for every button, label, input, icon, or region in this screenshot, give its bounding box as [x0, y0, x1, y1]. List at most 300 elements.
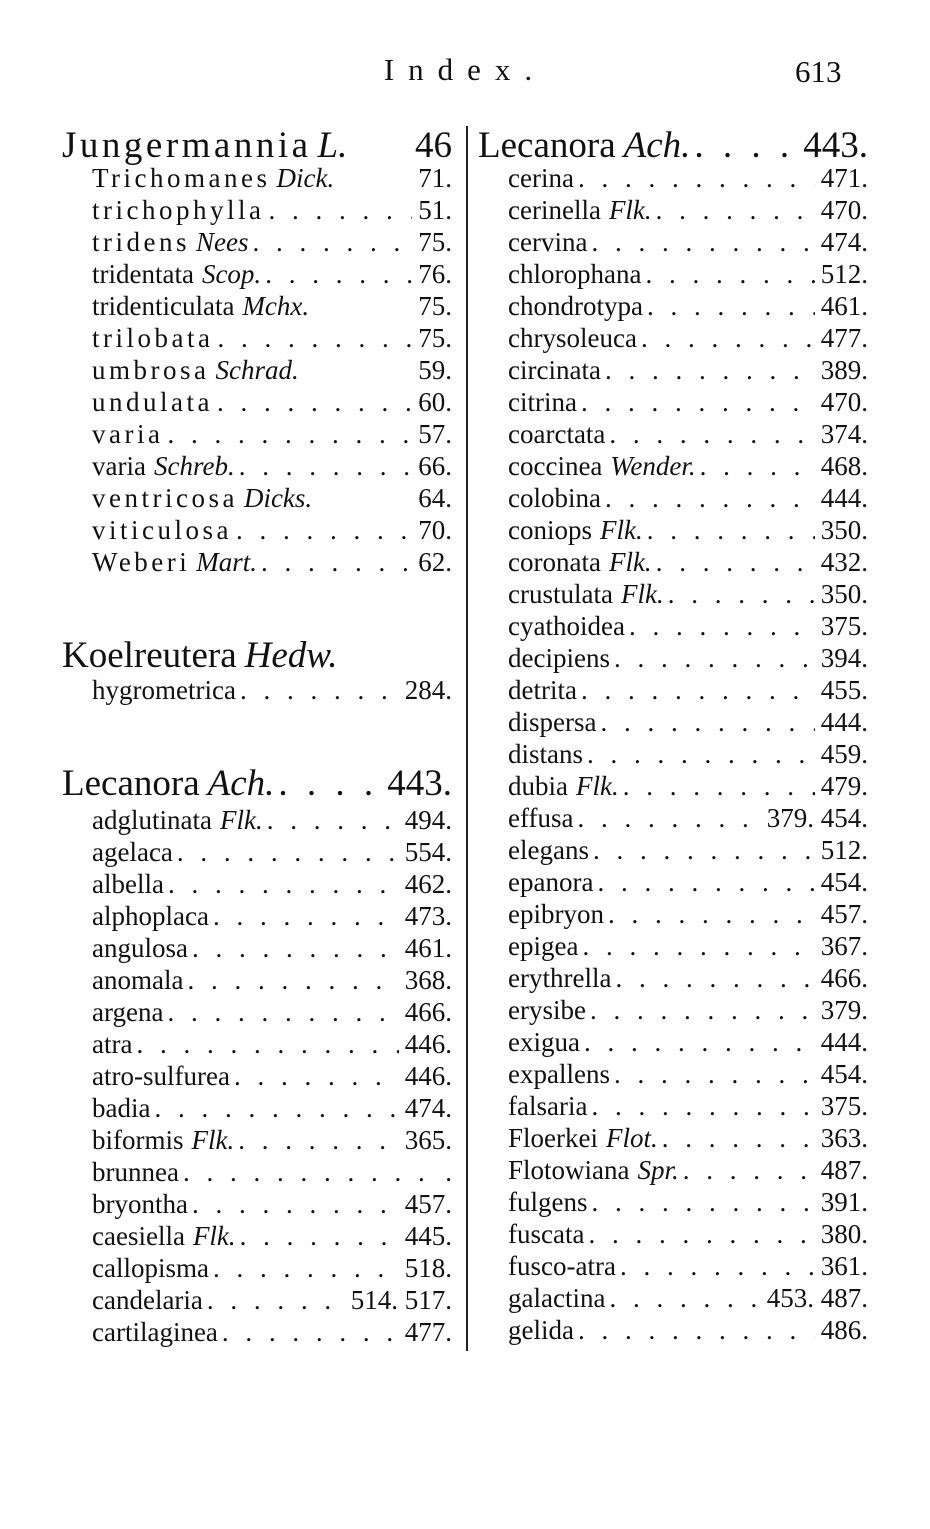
entry-name: citrina — [508, 387, 577, 417]
page-reference: 446. — [404, 1029, 452, 1059]
leader-dots — [586, 994, 815, 1026]
index-entry — [508, 898, 868, 930]
index-entry — [508, 962, 868, 994]
entry-name: cerinella — [508, 195, 601, 225]
index-entry — [508, 866, 868, 898]
leader-dots — [173, 836, 399, 868]
entry-name: epigea — [508, 931, 579, 961]
leader-dots — [584, 1218, 814, 1250]
entry-author: Nees — [196, 227, 249, 257]
entry-name: tridenticulata — [92, 291, 235, 321]
entry-name: coniops — [508, 515, 592, 545]
entry-name: candelaria — [92, 1285, 203, 1315]
entry-name: colobina — [508, 483, 601, 513]
page-reference: 379. — [820, 995, 868, 1025]
page-reference: 350. — [820, 579, 868, 609]
index-entry — [92, 674, 452, 706]
entry-name: caesiella — [92, 1221, 185, 1251]
entry-author: Mart. — [196, 547, 258, 577]
entry-name: undulata — [92, 387, 213, 417]
entry-name: bryontha — [92, 1189, 188, 1219]
page-reference: 374. — [820, 419, 868, 449]
page-reference: 62. — [418, 547, 452, 577]
leader-dots — [596, 706, 814, 738]
entry-name: varia — [92, 451, 146, 481]
index-entry — [92, 226, 452, 258]
page-reference: 512. — [820, 835, 868, 865]
leader-dots — [625, 610, 815, 642]
entry-name: Jungermannia — [62, 125, 312, 166]
entry-name: expallens — [508, 1059, 610, 1089]
leader-dots — [179, 1156, 439, 1188]
index-entry — [92, 1156, 452, 1188]
entry-author: Schreb. — [153, 451, 235, 481]
page-reference: 468. — [820, 451, 868, 481]
index-entry — [92, 386, 452, 418]
index-entry — [508, 994, 868, 1026]
entry-name: epibryon — [508, 899, 604, 929]
entry-name: Trichomanes — [92, 163, 271, 193]
entry-author: Flk. — [620, 579, 664, 609]
leader-dots — [218, 1316, 399, 1348]
page-reference: 57. — [418, 419, 452, 449]
leader-dots — [664, 578, 815, 610]
index-entry — [508, 418, 868, 450]
index-entry — [92, 322, 452, 354]
entry-author: Schrad. — [215, 355, 299, 385]
page-reference: 446. — [404, 1061, 452, 1091]
leader-dots — [601, 354, 815, 386]
leader-dots — [593, 866, 814, 898]
entry-name: angulosa — [92, 933, 188, 963]
page-reference: 363. — [820, 1123, 868, 1153]
entry-name: argena — [92, 997, 164, 1027]
entry-name: tridens — [92, 227, 190, 257]
page-reference: 64. — [418, 483, 452, 513]
leader-dots — [261, 258, 412, 290]
leader-dots — [601, 482, 815, 514]
entry-name: erysibe — [508, 995, 586, 1025]
leader-dots — [652, 546, 815, 578]
index-entry — [92, 546, 452, 578]
leader-dots — [574, 1314, 815, 1346]
leader-dots — [213, 386, 412, 418]
index-entry — [92, 482, 452, 514]
page-reference: 367. — [820, 931, 868, 961]
entry-name: coccinea — [508, 451, 603, 481]
index-entry — [508, 706, 868, 738]
entry-name: effusa — [508, 803, 574, 833]
page-reference: 75. — [418, 323, 452, 353]
leader-dots — [587, 1090, 814, 1122]
entry-name: dispersa — [508, 707, 597, 737]
page-number: 613 — [795, 54, 842, 89]
leader-dots — [574, 162, 815, 194]
entry-name: galactina — [508, 1283, 606, 1313]
entry-name: Weberi — [92, 547, 191, 577]
index-entry — [92, 450, 452, 482]
page-reference: 361. — [820, 1251, 868, 1281]
leader-dots — [274, 762, 381, 806]
page-reference: 486. — [820, 1315, 868, 1345]
index-entry — [92, 514, 452, 546]
entry-name: Lecanora — [478, 125, 616, 166]
leader-dots — [257, 546, 412, 578]
leader-dots — [605, 1282, 760, 1314]
entry-name: adglutinata — [92, 805, 212, 835]
page-reference: 457. — [820, 899, 868, 929]
leader-dots — [641, 258, 814, 290]
index-entry — [92, 1316, 452, 1348]
index-entry — [92, 1188, 452, 1220]
entry-name: badia — [92, 1093, 151, 1123]
index-entry — [92, 932, 452, 964]
index-entry — [508, 450, 868, 482]
page-reference: 457. — [404, 1189, 452, 1219]
entry-name: fuscata — [508, 1219, 585, 1249]
entry-name: decipiens — [508, 643, 610, 673]
index-entry — [508, 1186, 868, 1218]
entry-author: Flot. — [605, 1123, 658, 1153]
page-reference: 518. — [404, 1253, 452, 1283]
entry-name: cartilaginea — [92, 1317, 218, 1347]
index-entry — [508, 546, 868, 578]
entry-name: chondrotypa — [508, 291, 643, 321]
entry-name: tridentata — [92, 259, 194, 289]
index-entry — [92, 162, 452, 194]
page-reference: 494. — [404, 805, 452, 835]
leader-dots — [616, 1250, 815, 1282]
page-reference: 66. — [418, 451, 452, 481]
entry-author: Wender. — [610, 451, 696, 481]
index-entry — [508, 226, 868, 258]
index-entry — [508, 322, 868, 354]
page-reference: 487. — [820, 1155, 868, 1185]
entry-name: agelaca — [92, 837, 173, 867]
page-reference: 445. — [404, 1221, 452, 1251]
leader-dots — [573, 802, 760, 834]
entry-author: Ach. — [623, 125, 691, 166]
leader-dots — [235, 450, 413, 482]
entry-name: Floerkei — [508, 1123, 598, 1153]
leader-dots — [578, 930, 814, 962]
entry-name: erythrella — [508, 963, 612, 993]
index-entry — [508, 1282, 868, 1314]
index-entry — [92, 900, 452, 932]
entry-author: Flk. — [600, 515, 643, 545]
page-reference: 368. — [404, 965, 452, 995]
index-entry — [508, 674, 868, 706]
leader-dots — [164, 868, 399, 900]
entry-name: coarctata — [508, 419, 606, 449]
page-reference: 443. — [803, 125, 868, 166]
entry-name: biformis — [92, 1125, 184, 1155]
index-entry — [508, 482, 868, 514]
index-entry — [92, 258, 452, 290]
page-reference: 466. — [404, 997, 452, 1027]
index-entry — [92, 1220, 452, 1252]
leader-dots — [610, 642, 815, 674]
page-reference: 454. — [820, 867, 868, 897]
entry-name: umbrosa — [92, 355, 210, 385]
index-genus-entry — [62, 762, 452, 806]
entry-author: Flk. — [576, 771, 619, 801]
page-reference: 459. — [820, 739, 868, 769]
entry-name: circinata — [508, 355, 601, 385]
page-reference: 443. — [387, 763, 452, 804]
entry-author: Scop. — [201, 259, 262, 289]
leader-dots — [234, 1124, 399, 1156]
entry-name: coronata — [508, 547, 601, 577]
entry-name: elegans — [508, 835, 589, 865]
leader-dots — [605, 418, 814, 450]
page-reference: 70. — [418, 515, 452, 545]
leader-dots — [619, 770, 815, 802]
index-entry — [92, 804, 452, 836]
entry-name: Flotowiana — [508, 1155, 630, 1185]
entry-name: chlorophana — [508, 259, 642, 289]
page-reference: 444. — [820, 1027, 868, 1057]
entry-name: fusco-atra — [508, 1251, 616, 1281]
entry-author: Flk. — [192, 1221, 236, 1251]
index-entry — [92, 964, 452, 996]
leader-dots — [583, 738, 815, 770]
leader-dots — [248, 226, 412, 258]
entry-name: detrita — [508, 675, 577, 705]
leader-dots — [203, 1284, 345, 1316]
entry-author: L. — [317, 125, 348, 166]
index-entry — [92, 836, 452, 868]
page-reference: 454. — [820, 1059, 868, 1089]
leader-dots — [587, 1186, 814, 1218]
index-entry — [508, 258, 868, 290]
entry-author: Flk. — [191, 1125, 235, 1155]
entry-name: atra — [92, 1029, 133, 1059]
index-entry — [508, 578, 868, 610]
index-entry — [508, 1154, 868, 1186]
leader-dots — [587, 226, 814, 258]
entry-name: crustulata — [508, 579, 613, 609]
page-reference: 365. — [404, 1125, 452, 1155]
entry-author: Hedw. — [244, 635, 338, 676]
index-entry — [92, 354, 452, 386]
leader-dots — [637, 322, 815, 354]
leader-dots — [679, 1154, 815, 1186]
page-reference: 444. — [820, 483, 868, 513]
page-reference: 394. — [820, 643, 868, 673]
leader-dots — [163, 996, 398, 1028]
leader-dots — [643, 290, 815, 322]
index-entry — [508, 1026, 868, 1058]
index-entry — [92, 1124, 452, 1156]
leader-dots — [230, 1060, 399, 1092]
page-reference: 554. — [404, 837, 452, 867]
entry-name: distans — [508, 739, 584, 769]
leader-dots — [696, 450, 815, 482]
index-entry — [92, 1028, 452, 1060]
page-reference: 75. — [418, 227, 452, 257]
leader-dots — [577, 386, 815, 418]
leader-dots — [232, 514, 412, 546]
leader-dots — [643, 514, 815, 546]
leader-dots — [577, 674, 815, 706]
entry-name: albella — [92, 869, 164, 899]
index-entry — [92, 996, 452, 1028]
page-reference: 389. — [820, 355, 868, 385]
leader-dots — [264, 194, 412, 226]
page-reference: 466. — [820, 963, 868, 993]
entry-author: Mchx. — [242, 291, 310, 321]
page-reference: 71. — [418, 163, 452, 193]
index-entry — [508, 1122, 868, 1154]
leader-dots — [610, 1058, 815, 1090]
index-entry — [92, 418, 452, 450]
page-reference: 375. — [820, 1091, 868, 1121]
page-reference: 473. — [404, 901, 452, 931]
page-reference: 391. — [820, 1187, 868, 1217]
leader-dots — [150, 1092, 398, 1124]
index-entry — [508, 770, 868, 802]
index-entry — [508, 610, 868, 642]
page-reference: 461. — [404, 933, 452, 963]
leader-dots — [658, 1122, 815, 1154]
page-reference: . — [445, 1157, 452, 1187]
page-reference: 350. — [820, 515, 868, 545]
page-reference: 432. — [820, 547, 868, 577]
index-entry — [508, 738, 868, 770]
entry-author: Dicks. — [243, 483, 313, 513]
index-entry — [92, 1092, 452, 1124]
leader-dots — [213, 322, 412, 354]
index-entry — [508, 1218, 868, 1250]
page-reference: 477. — [404, 1317, 452, 1347]
entry-name: varia — [92, 419, 164, 449]
page-reference: 471. — [820, 163, 868, 193]
entry-author: Dick. — [276, 163, 335, 193]
index-entry — [92, 194, 452, 226]
index-entry — [92, 1252, 452, 1284]
entry-name: viticulosa — [92, 515, 232, 545]
leader-dots — [188, 932, 399, 964]
entry-name: cyathoidea — [508, 611, 625, 641]
index-entry — [508, 514, 868, 546]
index-entry — [92, 1060, 452, 1092]
index-entry — [508, 194, 868, 226]
entry-name: anomala — [92, 965, 184, 995]
leader-dots — [188, 1188, 399, 1220]
page-reference: 375. — [820, 611, 868, 641]
index-entry — [508, 290, 868, 322]
page-reference: 455. — [820, 675, 868, 705]
entry-author: Ach. — [207, 763, 275, 804]
page-reference: 470. — [820, 195, 868, 225]
page-reference: 470. — [820, 387, 868, 417]
leader-dots — [209, 900, 399, 932]
page-reference: 479. — [820, 771, 868, 801]
index-entry — [508, 162, 868, 194]
entry-name: atro-sulfurea — [92, 1061, 230, 1091]
page-reference: 379. 454. — [766, 803, 868, 833]
index-entry — [92, 290, 452, 322]
page-reference: 59. — [418, 355, 452, 385]
index-entry — [508, 1250, 868, 1282]
leader-dots — [580, 1026, 815, 1058]
page-reference: 461. — [820, 291, 868, 321]
entry-name: fulgens — [508, 1187, 588, 1217]
leader-dots — [209, 1252, 399, 1284]
entry-name: alphoplaca — [92, 901, 209, 931]
index-entry — [92, 1284, 452, 1316]
entry-name: epanora — [508, 867, 594, 897]
leader-dots — [236, 674, 399, 706]
leader-dots — [611, 962, 814, 994]
index-entry — [508, 642, 868, 674]
index-entry — [508, 802, 868, 834]
entry-author: Spr. — [637, 1155, 679, 1185]
column-divider — [466, 126, 468, 1351]
leader-dots — [163, 418, 412, 450]
entry-name: Koelreutera — [62, 635, 237, 676]
entry-author: Flk. — [219, 805, 263, 835]
page-reference: 51. — [418, 195, 452, 225]
leader-dots — [652, 194, 815, 226]
index-entry — [508, 354, 868, 386]
entry-name: ventricosa — [92, 483, 238, 513]
leader-dots — [589, 834, 815, 866]
page-reference: 46 — [415, 125, 452, 166]
leader-dots — [604, 898, 815, 930]
entry-name: brunnea — [92, 1157, 179, 1187]
page-reference: 514. 517. — [350, 1285, 452, 1315]
page-reference: 76. — [418, 259, 452, 289]
index-genus-entry — [62, 634, 452, 678]
page-title: Index. — [383, 52, 547, 87]
page-reference: 75. — [418, 291, 452, 321]
page-reference: 453. 487. — [766, 1283, 868, 1313]
page-reference: 474. — [820, 227, 868, 257]
index-entry — [508, 1090, 868, 1122]
entry-name: dubia — [508, 771, 568, 801]
entry-author: Flk. — [608, 195, 652, 225]
leader-dots — [263, 804, 399, 836]
index-entry — [92, 868, 452, 900]
entry-author: Flk. — [608, 547, 652, 577]
entry-name: gelida — [508, 1315, 574, 1345]
page-reference: 477. — [820, 323, 868, 353]
page-reference: 284. — [404, 675, 452, 705]
index-entry — [508, 386, 868, 418]
index-entry — [508, 1058, 868, 1090]
entry-name: falsaria — [508, 1091, 588, 1121]
index-entry — [508, 930, 868, 962]
leader-dots — [132, 1028, 398, 1060]
entry-name: callopisma — [92, 1253, 209, 1283]
page-reference: 60. — [418, 387, 452, 417]
page-reference: 462. — [404, 869, 452, 899]
entry-name: exigua — [508, 1027, 580, 1057]
entry-name: chrysoleuca — [508, 323, 637, 353]
entry-name: Lecanora — [62, 763, 200, 804]
page-reference: 474. — [404, 1093, 452, 1123]
index-entry — [508, 834, 868, 866]
entry-name: hygrometrica — [92, 675, 236, 705]
page-reference: 512. — [820, 259, 868, 289]
entry-name: cervina — [508, 227, 588, 257]
page-reference: 380. — [820, 1219, 868, 1249]
entry-name: trichophylla — [92, 195, 265, 225]
leader-dots — [236, 1220, 399, 1252]
leader-dots — [183, 964, 398, 996]
